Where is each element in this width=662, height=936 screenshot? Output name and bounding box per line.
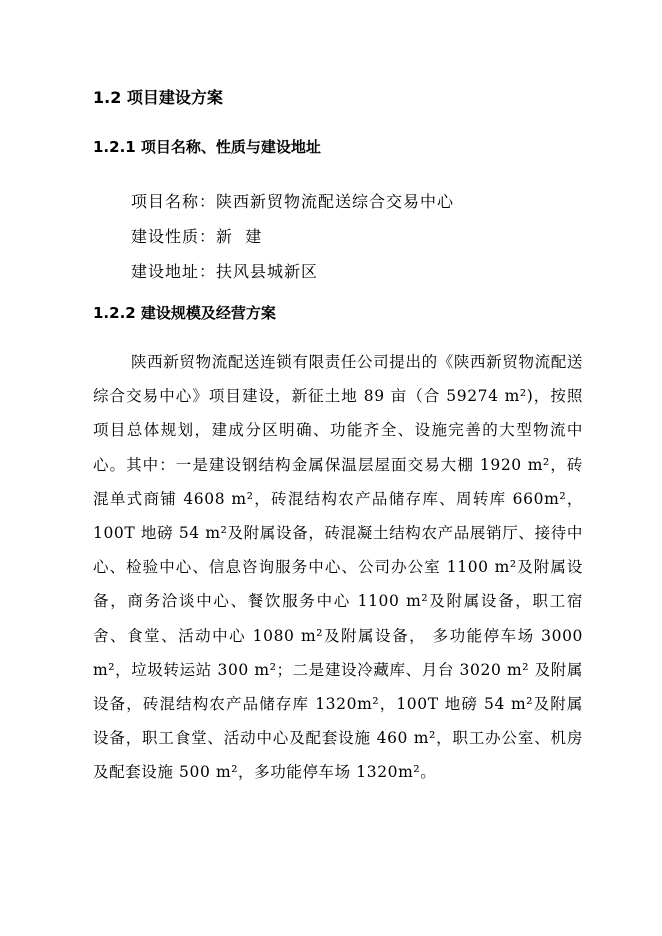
scale-operation-paragraph: 陕西新贸物流配送连锁有限责任公司提出的《陕西新贸物流配送综合交易中心》项目建设，新征土地 89 亩（合 59274 m²)，按照项目总体规划，建成分区明确、功能齐全、设施完善的大型物流中心。其中：一是建设钢结构金属保温层屋面交易大棚 1920 m²，砖混单式商铺 4608 m²，砖混结构农产品储存库、周转库 660m²，100T 地磅 54 m²及附属设备，砖混凝土结构农产品展销厅、接待中心、检验中心、信息咨询服务中心、公司办公室 1100 m²及附属设备，商务洽谈中心、餐饮服务中心 1100 m²及附属设备，职工宿舍、食堂、活动中心 1080 m²及附属设备， 多功能停车场 3000 m²，垃圾转运站 300 m²；二是建设冷藏库、月台 3020 m² 及附属设备，砖混结构农产品储存库 1320m²，100T 地磅 54 m²及附属设备，职工食堂、活动中心及配套设施 460 m²，职工办公室、机房及配套设施 500 m²，多功能停车场 1320m²。 (93, 353, 583, 782)
project-name-label: 项目名称： (131, 192, 217, 211)
project-name-value: 陕西新贸物流配送综合交易中心 (216, 192, 455, 211)
construction-nature-label: 建设性质： (131, 227, 217, 246)
construction-address-value: 扶风县城新区 (216, 262, 319, 281)
construction-address-row (131, 254, 454, 289)
subsection-heading-scale-operation: 1.2.2 建设规模及经营方案 (93, 304, 276, 322)
construction-address-label: 建设地址： (131, 262, 217, 281)
project-info-list (131, 184, 454, 289)
construction-nature-value: 新 建 (216, 227, 263, 246)
construction-nature-row (131, 219, 454, 254)
section-heading: 1.2 项目建设方案 (93, 88, 223, 107)
subsection-heading-name-nature-address: 1.2.1 项目名称、性质与建设地址 (93, 138, 321, 156)
project-name-row (131, 184, 454, 219)
